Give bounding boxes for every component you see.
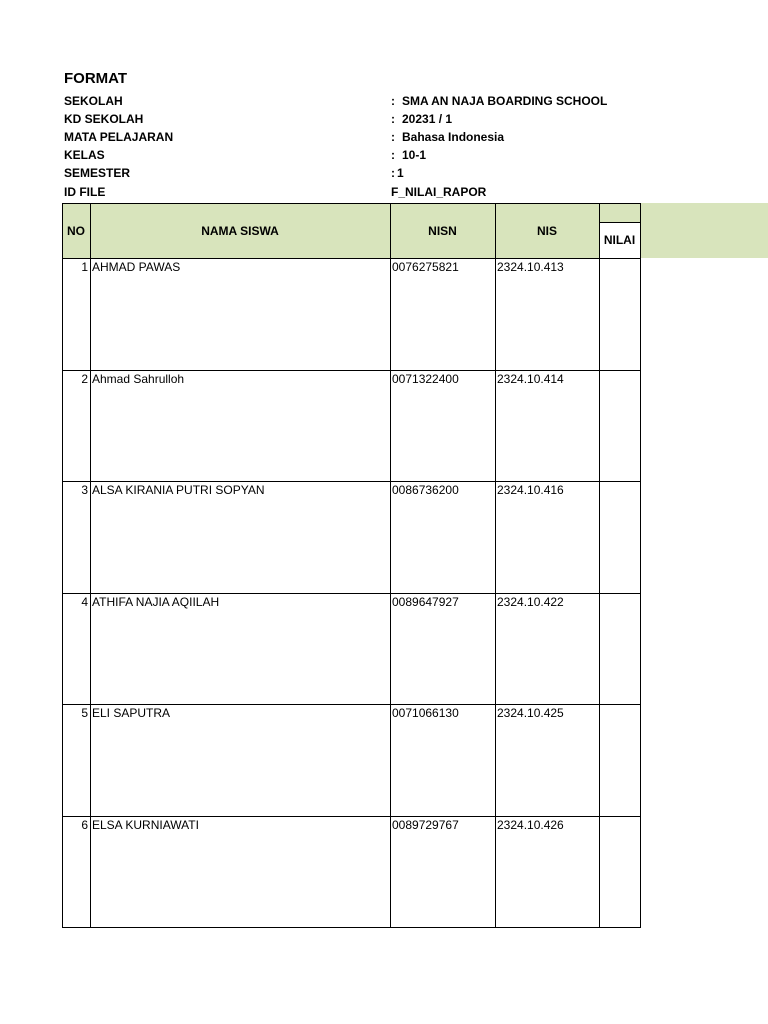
row-nisn: 0086736200: [392, 483, 459, 497]
row-name: ELSA KURNIAWATI: [92, 818, 199, 832]
row-no: 2: [81, 372, 88, 386]
field-label: MATA PELAJARAN: [64, 130, 174, 144]
field-value: Bahasa Indonesia: [402, 130, 505, 144]
row-border: [62, 370, 641, 371]
row-no: 3: [81, 483, 88, 497]
row-nis: 2324.10.422: [497, 595, 564, 609]
row-nisn: 0071322400: [392, 372, 459, 386]
row-no: 5: [81, 706, 88, 720]
row-name: ELI SAPUTRA: [92, 706, 171, 720]
table-top-border: [62, 203, 641, 204]
header-nisn: NISN: [428, 223, 457, 238]
field-label: KELAS: [64, 148, 105, 162]
row-name: Ahmad Sahrulloh: [92, 372, 185, 386]
field-label: ID FILE: [64, 185, 106, 199]
header-bottom-border: [62, 258, 641, 259]
row-no: 6: [81, 818, 88, 832]
field-value: 1: [397, 166, 404, 180]
row-nisn: 0071066130: [392, 706, 459, 720]
column-border: [640, 203, 641, 928]
field-colon: :: [391, 112, 395, 126]
row-name: ALSA KIRANIA PUTRI SOPYAN: [92, 483, 265, 497]
column-border: [90, 203, 91, 928]
field-colon: :: [391, 130, 395, 144]
field-value: SMA AN NAJA BOARDING SCHOOL: [402, 94, 608, 108]
header-name: NAMA SISWA: [201, 223, 279, 238]
field-colon: :: [391, 94, 395, 108]
field-label: SEKOLAH: [64, 94, 123, 108]
field-label: KD SEKOLAH: [64, 112, 144, 126]
column-border: [599, 203, 600, 928]
row-name: ATHIFA NAJIA AQIILAH: [92, 595, 220, 609]
row-nis: 2324.10.425: [497, 706, 564, 720]
row-no: 4: [81, 595, 88, 609]
row-nisn: 0076275821: [392, 260, 459, 274]
nilai-group-header: [599, 203, 640, 222]
field-label: SEMESTER: [64, 166, 131, 180]
field-value: 20231 / 1: [402, 112, 453, 126]
field-colon: :: [391, 166, 395, 180]
row-no: 1: [81, 260, 88, 274]
row-nisn: 0089729767: [392, 818, 459, 832]
row-border: [62, 816, 641, 817]
field-colon: :: [391, 148, 395, 162]
form-title: FORMAT: [64, 70, 128, 87]
row-border: [62, 927, 641, 928]
header-nis: NIS: [536, 223, 557, 238]
row-border: [62, 704, 641, 705]
row-nis: 2324.10.414: [497, 372, 564, 386]
row-border: [62, 481, 641, 482]
row-border: [62, 593, 641, 594]
column-border: [390, 203, 391, 928]
nilai-subheader-border: [599, 222, 641, 223]
row-nis: 2324.10.413: [497, 260, 564, 274]
row-name: AHMAD PAWAS: [92, 260, 181, 274]
field-value: 10-1: [402, 148, 427, 162]
field-value: F_NILAI_RAPOR: [391, 185, 487, 199]
header-nilai: NILAI: [603, 233, 636, 247]
row-nisn: 0089647927: [392, 595, 459, 609]
row-nis: 2324.10.416: [497, 483, 564, 497]
header-no: NO: [67, 223, 85, 238]
column-border: [495, 203, 496, 928]
header-background-extension: [640, 203, 768, 258]
row-nis: 2324.10.426: [497, 818, 564, 832]
